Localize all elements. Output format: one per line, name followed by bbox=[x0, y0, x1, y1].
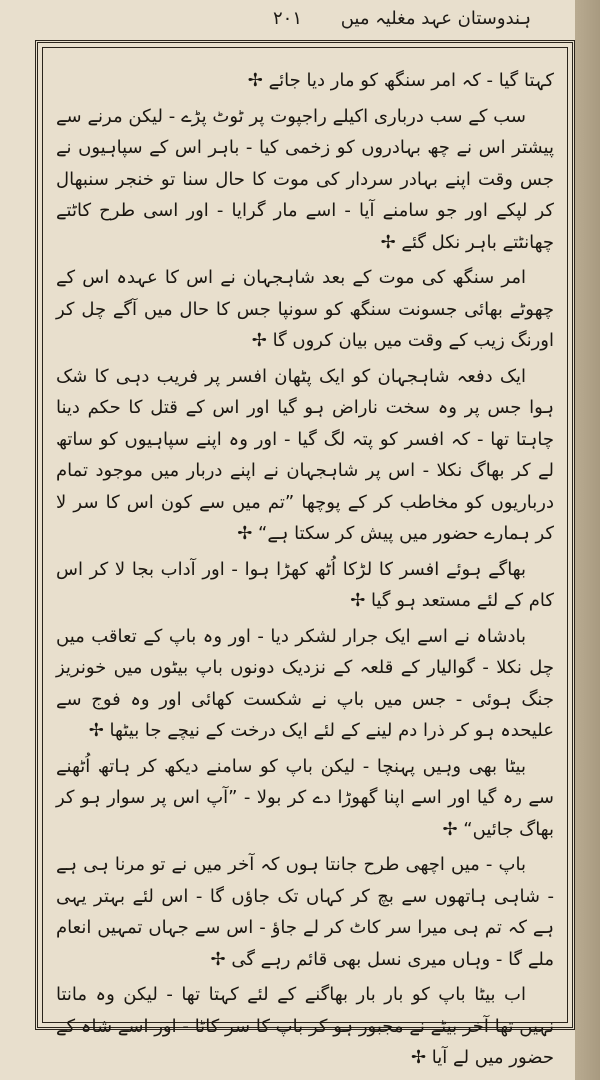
paragraph: امر سنگھ کی موت کے بعد شاہجہان نے اس کا عہدہ اس کے چھوٹے بھائی جسونت سنگھ کو سونپا جس کا حال میں آگے چل کر اورنگ زیب کے وقت میں بیان کروں گا ✢ bbox=[56, 267, 554, 351]
paragraph: سب کے سب درباری اکیلے راجپوت پر ٹوٹ پڑے - لیکن مرنے سے پیشتر اس نے چھ بہادروں کو زخمی کیا - باہر اس کے سپاہیوں نے جس وقت اپنے بہادر سردار کی موت کا حال سنا تو خنجر سنبھال کر لپکے اور جو سامنے آیا - اسے مار گرایا - اور اسی طرح کاٹتے چھانٹتے باہر نکل گئے ✢ bbox=[56, 105, 554, 253]
body-text bbox=[56, 65, 554, 1068]
paragraph: بھاگے ہوئے افسر کا لڑکا اُٹھ کھڑا ہوا - اور آداب بجا لا کر اس کام کے لئے مستعد ہو گیا ✢ bbox=[56, 558, 554, 611]
paragraph: باپ - میں اچھی طرح جانتا ہوں کہ آخر میں نے تو مرنا ہی ہے - شاہی ہاتھوں سے بچ کر کہاں تک جاؤں گا - اس لئے بہتر یہی ہے کہ تم ہی میرا سر کاٹ کر لے جاؤ - اس سے جہاں تمہیں انعام ملے گا - وہاں میری نسل بھی قائم رہے گی ✢ bbox=[56, 854, 554, 970]
book-spine-edge bbox=[575, 0, 600, 1080]
paragraph: بیٹا بھی وہیں پہنچا - لیکن باپ کو سامنے دیکھ کر ہاتھ اُٹھنے سے رہ گیا اور اسے اپنا گھوڑا دے کر بولا - ”آپ اس پر سوار ہو کر بھاگ جائیں“ ✢ bbox=[56, 755, 554, 840]
running-title: ہندوستان عہد مغلیہ میں bbox=[340, 8, 531, 29]
page-header bbox=[30, 6, 545, 36]
page-number: ۲۰۱ bbox=[272, 8, 303, 29]
paragraph: بادشاہ نے اسے ایک جرار لشکر دیا - اور وہ باپ کے تعاقب میں چل نکلا - گوالیار کے قلعہ کے نزدیک دونوں باپ بیٹوں میں خونریز جنگ ہوئی - جس میں باپ نے شکست کھائی اور وہ فوج سے علیحدہ ہو کر ذرا دم لینے کے لئے ایک درخت کے نیچے جا بیٹھا ✢ bbox=[56, 625, 554, 741]
paragraph: اب بیٹا باپ کو بار بار بھاگنے کے لئے کہتا تھا - لیکن وہ مانتا نہیں تھا آخر بیٹے نے مجبور ہو کر باپ کا سر کاٹا - اور اسے شاہ کے حضور میں لے آیا ✢ bbox=[56, 984, 554, 1068]
paragraph: کہتا گیا - کہ امر سنگھ کو مار دیا جائے ✢ bbox=[247, 70, 554, 91]
text-frame bbox=[35, 40, 575, 1068]
paragraph: ایک دفعہ شاہجہان کو ایک پٹھان افسر پر فریب دہی کا شک ہوا جس پر وہ سخت ناراض ہو گیا اور اس کے قتل کا حکم دینا چاہتا تھا - کہ افسر کو پتہ لگ گیا - اور وہ اپنے سپاہیوں کو ساتھ لے کر بھاگ نکلا - اس پر شاہجہان نے اپنے دربار میں موجود تمام درباریوں کو مخاطب کر کے پوچھا ”تم میں سے کون اس کا سر لا کر ہمارے حضور میں پیش کر سکتا ہے“ ✢ bbox=[56, 365, 554, 544]
